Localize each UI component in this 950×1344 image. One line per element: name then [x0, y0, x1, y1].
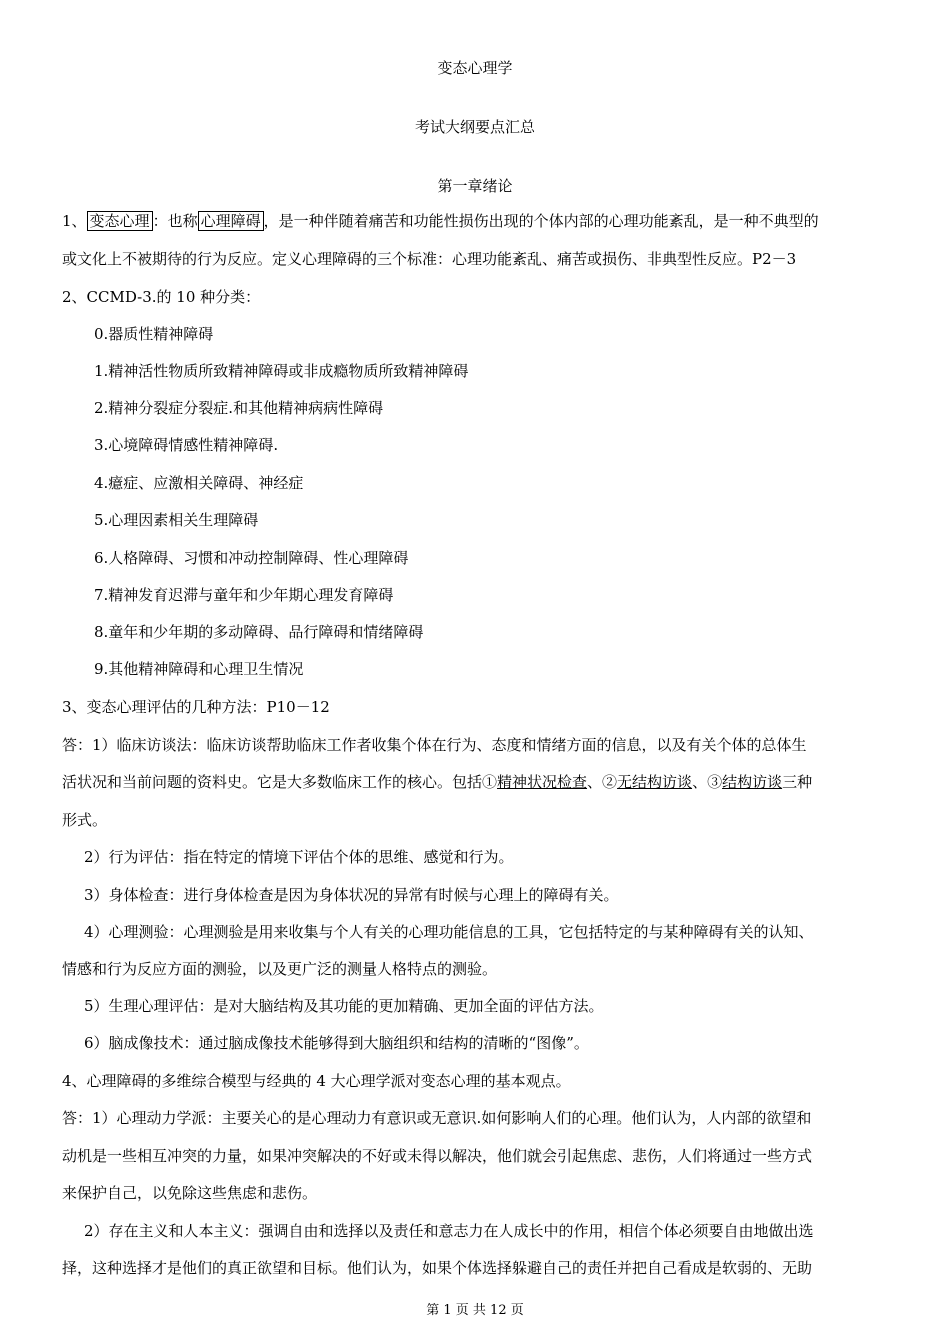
boxed-term-abnormal-psychology: 变态心理	[87, 211, 153, 231]
answer-3-4-line-2: 情感和行为反应方面的测验，以及更广泛的测量人格特点的测验。	[62, 960, 498, 978]
text-span: ：也称	[152, 212, 198, 230]
text-span: 活状况和当前问题的资料史。它是大多数临床工作的核心。包括①	[62, 773, 498, 791]
section-4-heading: 4、心理障碍的多维综合模型与经典的 4 大心理学派对变态心理的基本观点。	[62, 1072, 571, 1090]
answer-4-2-line-2: 择，这种选择才是他们的真正欲望和目标。他们认为，如果个体选择躲避自己的责任并把自己看成是软弱的、无助	[62, 1259, 813, 1277]
list-item: 7.精神发育迟滞与童年和少年期心理发育障碍	[94, 586, 394, 604]
item-number: 1、	[62, 212, 87, 230]
answer-3-5: 5）生理心理评估：是对大脑结构及其功能的更加精确、更加全面的评估方法。	[84, 997, 604, 1015]
list-item: 5.心理因素相关生理障碍	[94, 511, 259, 529]
answer-3-4-line-1: 4）心理测验：心理测验是用来收集与个人有关的心理功能信息的工具，它包括特定的与某种障碍有关的认知、	[84, 923, 814, 941]
text-span: ，是一种伴随着痛苦和功能性损伤出现的个体内部的心理功能紊乱，是一种不典型的	[263, 212, 819, 230]
answer-3-1-line-1: 答：1）临床访谈法：临床访谈帮助临床工作者收集个体在行为、态度和情绪方面的信息，以及有关个体的总体生	[62, 736, 807, 754]
list-item: 6.人格障碍、习惯和冲动控制障碍、性心理障碍	[94, 549, 409, 567]
answer-4-1-line-3: 来保护自己，以免除这些焦虑和悲伤。	[62, 1184, 318, 1202]
document-subtitle: 考试大纲要点汇总	[414, 118, 535, 136]
section-2-heading: 2、CCMD-3.的 10 种分类：	[62, 288, 261, 306]
paragraph-1-line-2: 或文化上不被期待的行为反应。定义心理障碍的三个标准：心理功能紊乱、痛苦或损伤、非典型性反应。P2－3	[62, 250, 797, 268]
list-item: 9.其他精神障碍和心理卫生情况	[94, 660, 304, 678]
section-3-heading: 3、变态心理评估的几种方法：P10－12	[62, 698, 330, 716]
underlined-term: 无结构访谈	[617, 773, 693, 791]
answer-3-3: 3）身体检查：进行身体检查是因为身体状况的异常有时候与心理上的障碍有关。	[84, 886, 619, 904]
text-span: 、②	[587, 773, 618, 791]
text-span: 三种	[782, 773, 813, 791]
text-span: 、③	[692, 773, 723, 791]
underlined-term: 精神状况检查	[497, 773, 588, 791]
answer-4-1-line-1: 答：1）心理动力学派：主要关心的是心理动力有意识或无意识.如何影响人们的心理。他们认为，人内部的欲望和	[62, 1109, 812, 1127]
list-item: 4.癔症、应激相关障碍、神经症	[94, 474, 304, 492]
paragraph-1-line-1	[62, 211, 902, 231]
list-item: 0.器质性精神障碍	[94, 325, 214, 343]
list-item: 3.心境障碍情感性精神障碍.	[94, 436, 279, 454]
answer-3-6: 6）脑成像技术：通过脑成像技术能够得到大脑组织和结构的清晰的“图像”。	[84, 1034, 589, 1052]
answer-3-1-line-3: 形式。	[62, 811, 108, 829]
list-item: 2.精神分裂症分裂症.和其他精神病病性障碍	[94, 399, 384, 417]
answer-3-2: 2）行为评估：指在特定的情境下评估个体的思维、感觉和行为。	[84, 848, 514, 866]
list-item: 1.精神活性物质所致精神障碍或非成瘾物质所致精神障碍	[94, 362, 469, 380]
document-title: 变态心理学	[437, 59, 513, 77]
page-footer: 第 1 页 共 12 页	[426, 1303, 524, 1318]
list-item: 8.童年和少年期的多动障碍、品行障碍和情绪障碍	[94, 623, 424, 641]
underlined-term: 结构访谈	[722, 773, 783, 791]
chapter-heading: 第一章绪论	[437, 177, 513, 195]
boxed-term-psychological-disorder: 心理障碍	[198, 211, 264, 231]
answer-3-1-line-2	[62, 772, 902, 792]
answer-4-1-line-2: 动机是一些相互冲突的力量，如果冲突解决的不好或未得以解决，他们就会引起焦虑、悲伤，人们将通过一些方式	[62, 1147, 813, 1165]
answer-4-2-line-1: 2）存在主义和人本主义：强调自由和选择以及责任和意志力在人成长中的作用，相信个体必须要自由地做出选	[84, 1222, 814, 1240]
